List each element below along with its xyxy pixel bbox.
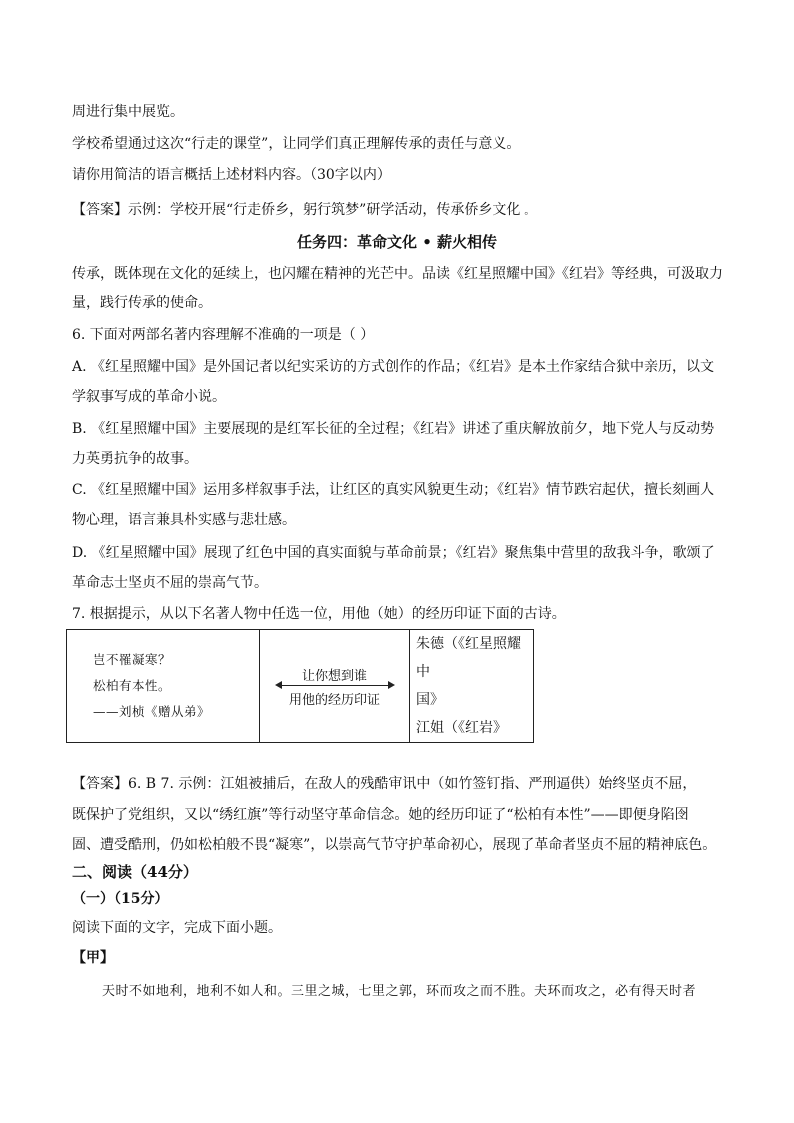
arrow-label-bottom: 用他的经历印证 (288, 693, 380, 708)
text-line: 学校希望通过这次“行走的课堂”，让同学们真正理解传承的责任与意义。 (72, 136, 521, 152)
poem-line: 岂不罹凝寒？ (93, 652, 172, 667)
option-b-cont: 力英勇抗争的故事。 (72, 451, 198, 467)
character-cell (410, 630, 534, 743)
double-arrow (275, 661, 395, 711)
arrow-line (279, 685, 391, 686)
text-line: 传承，既体现在文化的延续上，也闪耀在精神的光芒中。品读《红星照耀中国》《红岩》等经典，可汲取力 (72, 266, 723, 282)
text-line: 量，践行传承的使命。 (72, 295, 212, 311)
arrow-cell (260, 630, 410, 743)
arrow-label-top: 让你想到谁 (301, 669, 367, 684)
arrow-right-icon (388, 681, 395, 689)
poem-author: ——刘桢《赠从弟》 (93, 704, 211, 719)
character-option-cont: 国》 (416, 692, 444, 708)
text-line: 周进行集中展览。 (72, 104, 184, 120)
option-d: D. 《红星照耀中国》展现了红色中国的真实面貌与革命前景；《红岩》聚焦集中营里的敌我斗争，歌颂了 (72, 545, 715, 561)
answer-line: 圄、遭受酷刑，仍如松柏般不畏“凝寒”，以崇高气节守护革命初心，展现了革命者坚贞不屈的精神底色。 (72, 837, 717, 853)
instruction: 阅读下面的文字，完成下面小题。 (72, 920, 282, 936)
option-d-cont: 革命志士坚贞不屈的崇高气节。 (72, 575, 268, 591)
section-title: 任务四：革命文化 • 薪火相传 (296, 233, 498, 251)
character-option: 江姐（《红岩》 (416, 720, 507, 736)
poem-table (66, 629, 534, 743)
option-c: C. 《红星照耀中国》运用多样叙事手法，让红区的真实风貌更生动；《红岩》情节跌宕起伏，擅长刻画人 (72, 482, 715, 498)
answer-text: 【答案】示例：学校开展“行走侨乡，躬行筑梦”研学活动，传承侨乡文化 (72, 202, 521, 218)
classic-text: 天时不如地利，地利不如人和。三里之城，七里之郭，环而攻之而不胜。夫环而攻之，必有得天时者 (102, 984, 697, 999)
question-7: 7. 根据提示，从以下名著人物中任选一位，用他（她）的经历印证下面的古诗。 (72, 606, 566, 622)
subsection-heading: （一）（15分） (72, 891, 169, 907)
period-mark: 。 (524, 206, 535, 217)
poem-cell (67, 630, 260, 743)
section-heading: 二、阅读（44分） (72, 863, 198, 881)
option-c-cont: 物心理，语言兼具朴实感与悲壮感。 (72, 512, 296, 528)
answer-line (72, 200, 534, 222)
option-a: A. 《红星照耀中国》是外国记者以纪实采访的方式创作的作品；《红岩》是本土作家结合狱中亲历，以文 (72, 359, 715, 375)
option-b: B. 《红星照耀中国》主要展现的是红军长征的全过程；《红岩》讲述了重庆解放前夕，地下党人与反动势 (72, 421, 715, 437)
option-a-cont: 学叙事写成的革命小说。 (72, 389, 226, 405)
passage-label: 【甲】 (72, 950, 114, 966)
poem-line: 松柏有本性。 (93, 678, 172, 693)
question-6: 6. 下面对两部名著内容理解不准确的一项是（ ） (72, 327, 375, 343)
character-option: 朱德（《红星照耀中 (416, 636, 521, 680)
answer-line: 【答案】6. B 7. 示例：江姐被捕后，在敌人的残酷审讯中（如竹签钉指、严刑逼供）始终坚贞不屈， (72, 776, 697, 792)
answer-line: 既保护了党组织，又以“绣红旗”等行动坚守革命信念。她的经历印证了“松柏有本性”——即便身陷囹 (72, 807, 689, 823)
text-line: 请你用简洁的语言概括上述材料内容。（30字以内） (72, 167, 391, 183)
arrow-left-icon (275, 681, 282, 689)
